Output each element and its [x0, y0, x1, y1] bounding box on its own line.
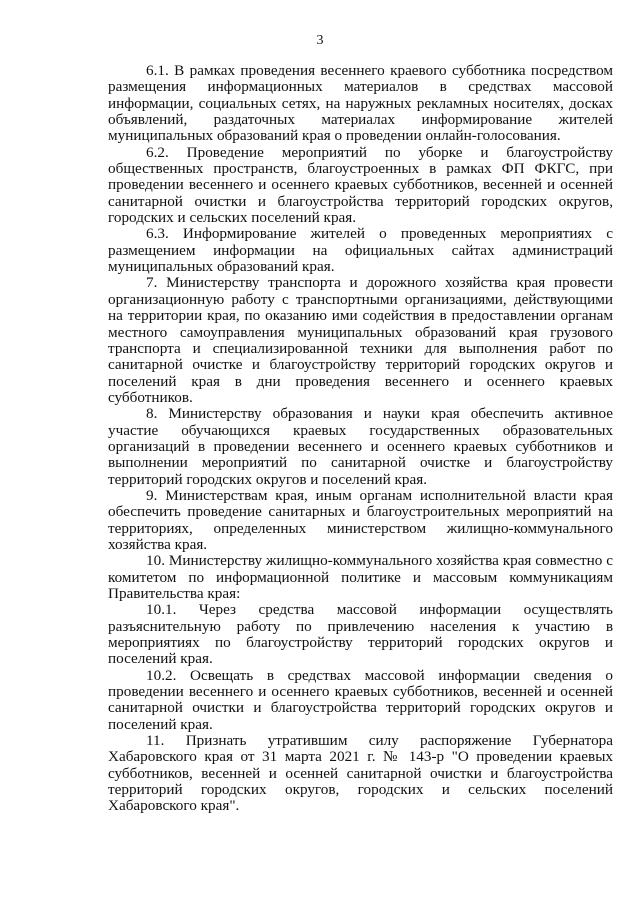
paragraph-6-2: 6.2. Проведение мероприятий по уборке и благоустройству общественных пространств, благоустроенных в рамках ФП ФКГС, при проведении весеннего и осеннего краевых субботников, весенней и осенней санитарной очистки и благоустройства территорий городских округов, городских и сельских поселений края.: [108, 143, 613, 227]
paragraph-6-1: 6.1. В рамках проведения весеннего краевого субботника посредством размещения информационных материалов в средствах массовой информации, социальных сетях, на наружных рекламных носителях, досках объявлений, раздаточных материалах информирование жителей муниципальных образований края о проведении онлайн-голосования.: [108, 62, 613, 145]
paragraph-11: 11. Признать утратившим силу распоряжение Губернатора Хабаровского края от 31 марта 2021 г. № 143-р "О проведении краевых субботников, весенней и осенней санитарной очистки и благоустройства территорий городских округов, городских и сельских поселений Хабаровского края".: [108, 732, 613, 815]
page-number: 3: [316, 33, 324, 48]
paragraph-6-3: 6.3. Информирование жителей о проведенных мероприятиях с размещением информации на официальных сайтах администраций муниципальных образований края.: [108, 225, 613, 276]
document-body: [108, 63, 613, 815]
paragraph-10-1: 10.1. Через средства массовой информации осуществлять разъяснительную работу по привлечению населения к участию в мероприятиях по благоустройству территорий городских округов и поселений края.: [108, 601, 613, 668]
paragraph-10-2: 10.2. Освещать в средствах массовой информации сведения о проведении весеннего и осеннего краевых субботников, весенней и осенней санитарной очистки и благоустройства территорий городских округов и поселений края.: [108, 666, 613, 733]
paragraph-8: 8. Министерству образования и науки края обеспечить активное участие обучающихся краевых государственных образовательных организаций в проведении весеннего и осеннего краевых субботников и выполнении мероприятий по санитарной очистке и благоустройству территорий городских округов и поселений края.: [108, 405, 613, 488]
paragraph-9: 9. Министерствам края, иным органам исполнительной власти края обеспечить проведение санитарных и благоустроительных мероприятий на территориях, определенных министерством жилищно-коммунального хозяйства края.: [108, 486, 613, 553]
paragraph-7: 7. Министерству транспорта и дорожного хозяйства края провести организационную работу с транспортными организациями, действующими на территории края, по оказанию ими содействия в предоставлении органам местного самоуправления муниципальных образований края грузового транспорта и специализированной техники для выполнения работ по санитарной очистке и благоустройству территорий городских округов и поселений края в дни проведения весеннего и осеннего краевых субботников.: [108, 274, 613, 406]
paragraph-10: 10. Министерству жилищно-коммунального хозяйства края совместно с комитетом по информационной политике и массовым коммуникациям Правительства края:: [108, 552, 613, 602]
